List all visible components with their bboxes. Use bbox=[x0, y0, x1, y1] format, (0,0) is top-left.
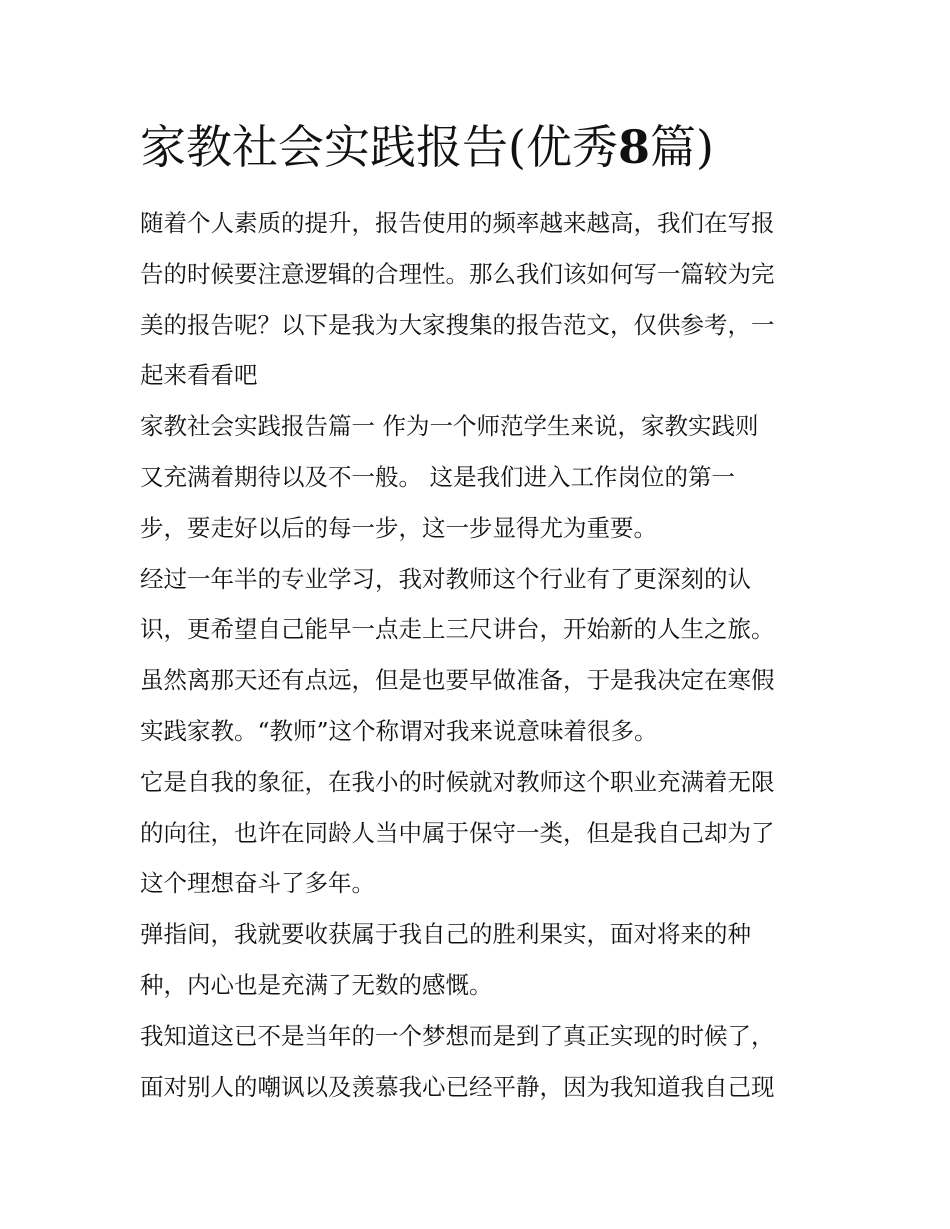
body-line: 又充满着期待以及不一般。 这是我们进入工作岗位的第一 bbox=[140, 462, 735, 491]
body-line: 种，内心也是充满了无数的感慨。 bbox=[140, 970, 493, 999]
body-line: 的向往，也许在同龄人当中属于保守一类，但是我自己却为了 bbox=[140, 818, 775, 847]
body-line: 告的时候要注意逻辑的合理性。那么我们该如何写一篇较为完 bbox=[140, 259, 775, 288]
body-line: 家教社会实践报告篇一 作为一个师范学生来说，家教实践则 bbox=[140, 412, 759, 441]
body-line: 随着个人素质的提升，报告使用的频率越来越高，我们在写报 bbox=[140, 209, 775, 237]
body-line: 这个理想奋斗了多年。 bbox=[140, 869, 375, 898]
body-line: 识，更希望自己能早一点走上三尺讲台，开始新的人生之旅。 bbox=[140, 615, 775, 644]
document-body bbox=[140, 204, 812, 1118]
body-line: 弹指间，我就要收获属于我自己的胜利果实，面对将来的种 bbox=[140, 920, 751, 949]
title-number: 8 bbox=[617, 120, 650, 174]
body-line: 实践家教。“教师”这个称谓对我来说意味着很多。 bbox=[140, 716, 658, 745]
body-line: 它是自我的象征，在我小的时候就对教师这个职业充满着无限 bbox=[140, 767, 775, 796]
body-line: 虽然离那天还有点远，但是也要早做准备，于是我决定在寒假 bbox=[140, 666, 775, 695]
body-line: 起来看看吧 bbox=[140, 361, 258, 390]
title-text-part1: 家教社会实践报告(优秀 bbox=[140, 120, 618, 174]
body-line: 步，要走好以后的每一步，这一步显得尤为重要。 bbox=[140, 513, 657, 542]
body-line: 我知道这已不是当年的一个梦想而是到了真正实现的时候了， bbox=[140, 1021, 775, 1050]
body-line: 美的报告呢？以下是我为大家搜集的报告范文，仅供参考，一 bbox=[140, 310, 775, 339]
document-title bbox=[140, 116, 840, 178]
body-line: 经过一年半的专业学习，我对教师这个行业有了更深刻的认 bbox=[140, 564, 751, 593]
title-text-part2: 篇) bbox=[649, 120, 714, 174]
body-line: 面对别人的嘲讽以及羡慕我心已经平静，因为我知道我自己现 bbox=[140, 1072, 775, 1101]
